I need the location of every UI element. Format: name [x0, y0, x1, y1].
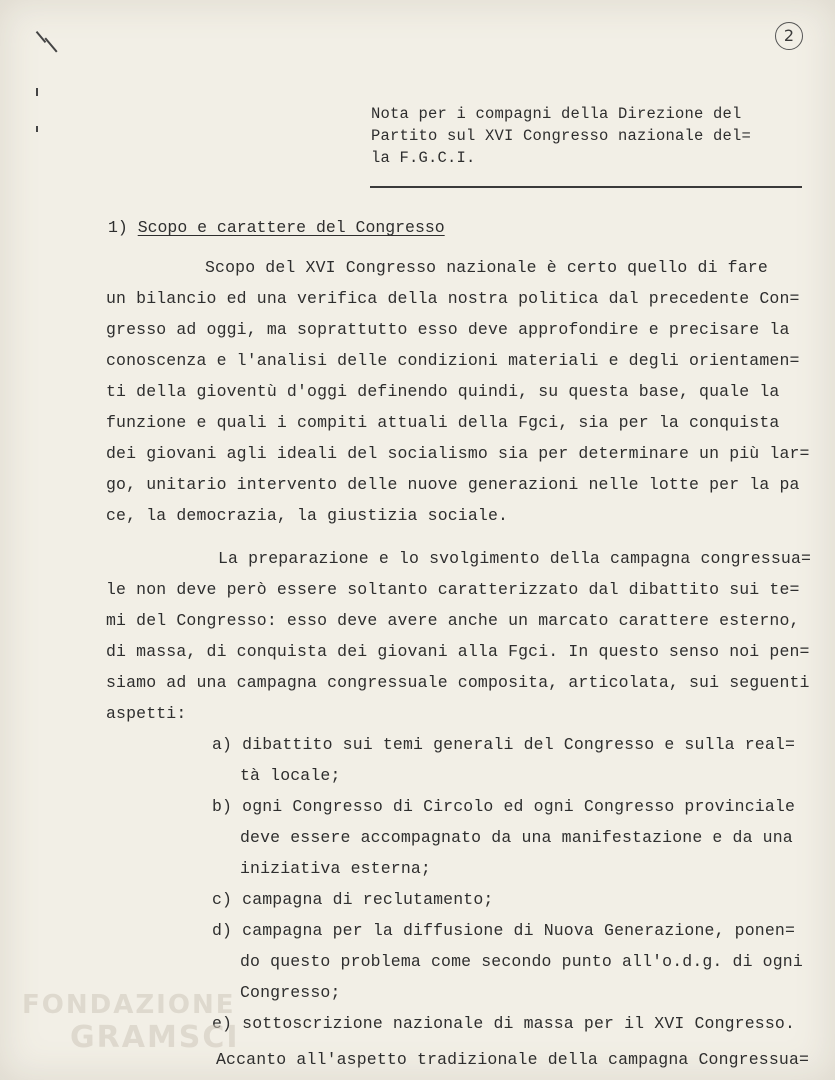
- header-note-line: Nota per i compagni della Direzione del: [371, 105, 742, 123]
- watermark-line: GRAMSCI: [70, 1020, 240, 1055]
- list-item: e) sottoscrizione nazionale di massa per il XVI Congresso.: [212, 1014, 795, 1033]
- list-item-continuation: deve essere accompagnato da una manifestazione e da una: [240, 828, 793, 847]
- body-line: le non deve però essere soltanto caratterizzato dal dibattito sui te=: [106, 580, 800, 599]
- list-item-continuation: iniziativa esterna;: [240, 859, 431, 878]
- list-item: b) ogni Congresso di Circolo ed ogni Congresso provinciale: [212, 797, 795, 816]
- header-note-line: la F.G.C.I.: [371, 149, 476, 167]
- list-item: c) campagna di reclutamento;: [212, 890, 494, 909]
- margin-mark: [36, 126, 38, 132]
- body-line: siamo ad una campagna congressuale composita, articolata, sui seguenti: [106, 673, 810, 692]
- margin-mark: [36, 88, 38, 96]
- body-line: La preparazione e lo svolgimento della campagna congressua=: [218, 549, 812, 568]
- header-note: [371, 103, 801, 169]
- body-line: ti della gioventù d'oggi definendo quindi, su questa base, quale la: [106, 382, 780, 401]
- body-line: Accanto all'aspetto tradizionale della campagna Congressua=: [216, 1050, 810, 1069]
- body-line: dei giovani agli ideali del socialismo sia per determinare un più lar=: [106, 444, 810, 463]
- body-line: conoscenza e l'analisi delle condizioni materiali e degli orientamen=: [106, 351, 800, 370]
- body-line: di massa, di conquista dei giovani alla Fgci. In questo senso noi pen=: [106, 642, 810, 661]
- list-item-continuation: tà locale;: [240, 766, 341, 785]
- body-line: go, unitario intervento delle nuove generazioni nelle lotte per la pa: [106, 475, 800, 494]
- list-item-continuation: do questo problema come secondo punto all'o.d.g. di ogni: [240, 952, 803, 971]
- list-item: d) campagna per la diffusione di Nuova Generazione, ponen=: [212, 921, 795, 940]
- section-heading: [108, 218, 445, 237]
- body-line: aspetti:: [106, 704, 187, 723]
- body-line: Scopo del XVI Congresso nazionale è certo quello di fare: [205, 258, 768, 277]
- body-line: mi del Congresso: esso deve avere anche un marcato carattere esterno,: [106, 611, 800, 630]
- header-rule: [370, 186, 802, 188]
- page-number: 2: [775, 22, 803, 50]
- section-number: 1): [108, 218, 128, 237]
- list-item-continuation: Congresso;: [240, 983, 341, 1002]
- watermark-line: FONDAZIONE: [22, 990, 236, 1020]
- margin-mark: [44, 37, 57, 52]
- list-item: a) dibattito sui temi generali del Congresso e sulla real=: [212, 735, 795, 754]
- body-line: gresso ad oggi, ma soprattutto esso deve approfondire e precisare la: [106, 320, 790, 339]
- section-title: Scopo e carattere del Congresso: [137, 218, 445, 237]
- body-line: un bilancio ed una verifica della nostra politica dal precedente Con=: [106, 289, 800, 308]
- body-line: funzione e quali i compiti attuali della Fgci, sia per la conquista: [106, 413, 780, 432]
- header-note-line: Partito sul XVI Congresso nazionale del=: [371, 127, 752, 145]
- body-line: ce, la democrazia, la giustizia sociale.: [106, 506, 509, 525]
